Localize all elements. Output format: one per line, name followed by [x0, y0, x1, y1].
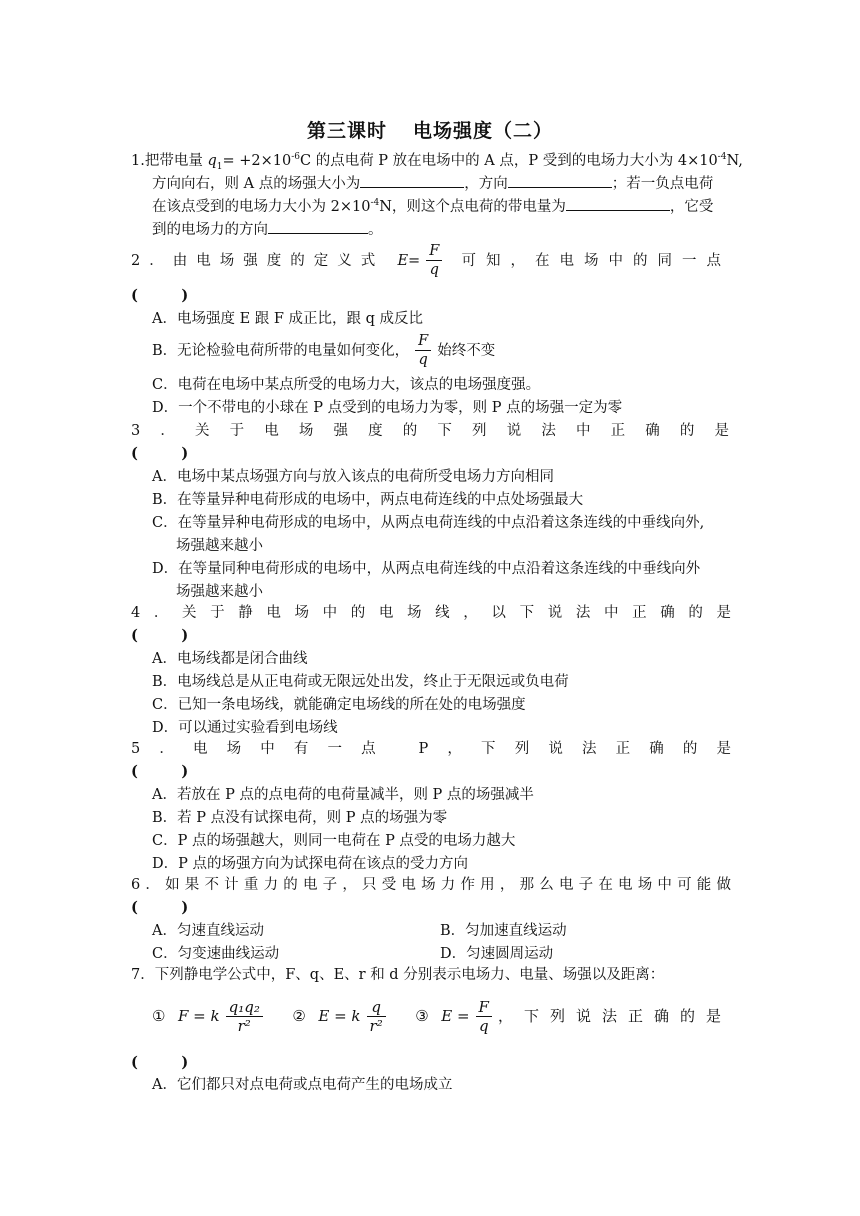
q5-answer-paren[interactable]: ( ) [131, 763, 189, 780]
q7-formula2-label: ② [292, 1007, 306, 1025]
q3-option-a[interactable]: A．电场中某点场强方向与放入该点的电荷所受电场力方向相同 [152, 469, 554, 485]
q5-option-a[interactable]: A．若放在 P 点的点电荷的电荷量减半，则 P 点的场强减半 [152, 787, 534, 803]
q1-line3: 在该点受到的电场力大小为 $2\times 10^{-4}N$，则这个点电荷的带电量为 ，它受 [152, 196, 713, 218]
q4-stem: 4．关于静电场中的电场线，以下说法中正确的是 [131, 605, 731, 621]
q4-option-d[interactable]: D．可以通过实验看到电场线 [152, 720, 338, 736]
q2-stem: 2．由电场强度的定义式 E= $\frac{F}{q}$ 可知，在电场中的同一点 [131, 243, 731, 278]
q2-b-fraction: $\frac{F}{q}$ [415, 332, 431, 369]
q5-option-b[interactable]: B．若 P 点没有试探电荷，则 P 点的场强为零 [152, 810, 448, 826]
q6-stem: 6．如果不计重力的电子，只受电场力作用，那么电子在电场中可能做 [131, 877, 731, 893]
q5-option-d[interactable]: D．P 点的场强方向为试探电荷在该点的受力方向 [152, 856, 468, 872]
q7-answer-paren[interactable]: ( ) [131, 1054, 189, 1071]
q1-blank-force-direction[interactable] [268, 219, 368, 234]
q6-answer-paren[interactable]: ( ) [131, 899, 189, 916]
q2-option-d[interactable]: D．一个不带电的小球在 P 点受到的电场力为零，则 P 点的场强一定为零 [152, 400, 623, 416]
q3-option-d-line1[interactable]: D．在等量同种电荷形成的电场中，从两点电荷连线的中点沿着这条连线的中垂线向外 [152, 561, 701, 577]
q3-option-d-line2: 场强越来越小 [176, 584, 263, 600]
q1-blank-direction[interactable] [508, 173, 612, 188]
page-title [0, 116, 860, 143]
title-part1: 第三课时 [306, 120, 387, 142]
q3-option-c-line2: 场强越来越小 [176, 538, 263, 554]
q6-option-c[interactable]: C．匀变速曲线运动 [152, 946, 280, 962]
q5-stem: 5．电场中有一点 P，下列说法正确的是 [131, 741, 731, 757]
q7-formula1-label: ① [152, 1007, 166, 1025]
q1-blank-charge[interactable] [566, 196, 670, 211]
q2-answer-paren[interactable]: ( ) [131, 287, 189, 304]
q3-stem: 3．关于电场强度的下列说法中正确的是 [131, 423, 731, 439]
q3-answer-paren[interactable]: ( ) [131, 445, 189, 462]
q4-option-a[interactable]: A．电场线都是闭合曲线 [152, 651, 308, 667]
q7-formula3-label: ③ [415, 1007, 429, 1025]
q7-formula3-fraction: $\frac{F}{q}$ [476, 998, 492, 1035]
q7-option-a[interactable]: A．它们都只对点电荷或点电荷产生的电场成立 [152, 1077, 453, 1093]
q1-blank-magnitude[interactable] [360, 173, 464, 188]
q4-option-c[interactable]: C．已知一条电场线，就能确定电场线的所在处的电场强度 [152, 697, 526, 713]
q1-line1: 1.把带电量 $q_1= +2\times 10^{-6}C$ 的点电荷 P 放在电场中的 A 点，P 受到的电场力大小为 $4\times 10^{-4}N$, [131, 152, 743, 172]
q7-formula1-fraction: $\frac{\text{q₁q₂}}{\text{r²}}$ [226, 998, 263, 1035]
q5-option-c[interactable]: C．P 点的场强越大，则同一电荷在 P 点受的电场力越大 [152, 833, 516, 849]
q7-stem: 7．下列静电学公式中，F、q、E、r 和 d 分别表示电场力、电量、场强以及距离： [131, 967, 665, 983]
q7-formula2-fraction: $\frac{q}{\text{r²}}$ [367, 998, 386, 1035]
q2-fraction: $\frac{F}{q}$ [426, 242, 442, 279]
q6-option-b[interactable]: B．匀加速直线运动 [440, 923, 567, 939]
q6-option-d[interactable]: D．匀速圆周运动 [440, 946, 554, 962]
title-part2: 电场强度（二） [413, 120, 554, 142]
q1-line4: 到的电场力的方向 。 [152, 219, 383, 241]
q6-option-a[interactable]: A．匀速直线运动 [152, 923, 264, 939]
q3-option-b[interactable]: B．在等量异种电荷形成的电场中，两点电荷连线的中点处场强最大 [152, 492, 584, 508]
q7-formulas: ① F = k $\frac{\text{q₁q₂}}{\text{r²}}$ ② E = k $\frac{q}{\text{r²}}$ ③ E = $\frac{F}{q}$ ，下列说法正确的是 [152, 997, 732, 1035]
q2-option-a[interactable]: A．电场强度 E 跟 F 成正比，跟 q 成反比 [152, 311, 424, 327]
q1-line2: 方向向右，则 A 点的场强大小为 ，方向 ；若一负点电荷 [152, 173, 713, 195]
q2-option-c[interactable]: C．电荷在电场中某点所受的电场力大，该点的电场强度强。 [152, 377, 541, 393]
q4-answer-paren[interactable]: ( ) [131, 627, 189, 644]
q2-option-b[interactable]: B．无论检验电荷所带的电量如何变化， $\frac{F}{q}$ 始终不变 [152, 333, 496, 368]
q4-option-b[interactable]: B．电场线总是从正电荷或无限远处出发，终止于无限远或负电荷 [152, 674, 569, 690]
q3-option-c-line1[interactable]: C．在等量异种电荷形成的电场中，从两点电荷连线的中点沿着这条连线的中垂线向外, [152, 515, 705, 531]
